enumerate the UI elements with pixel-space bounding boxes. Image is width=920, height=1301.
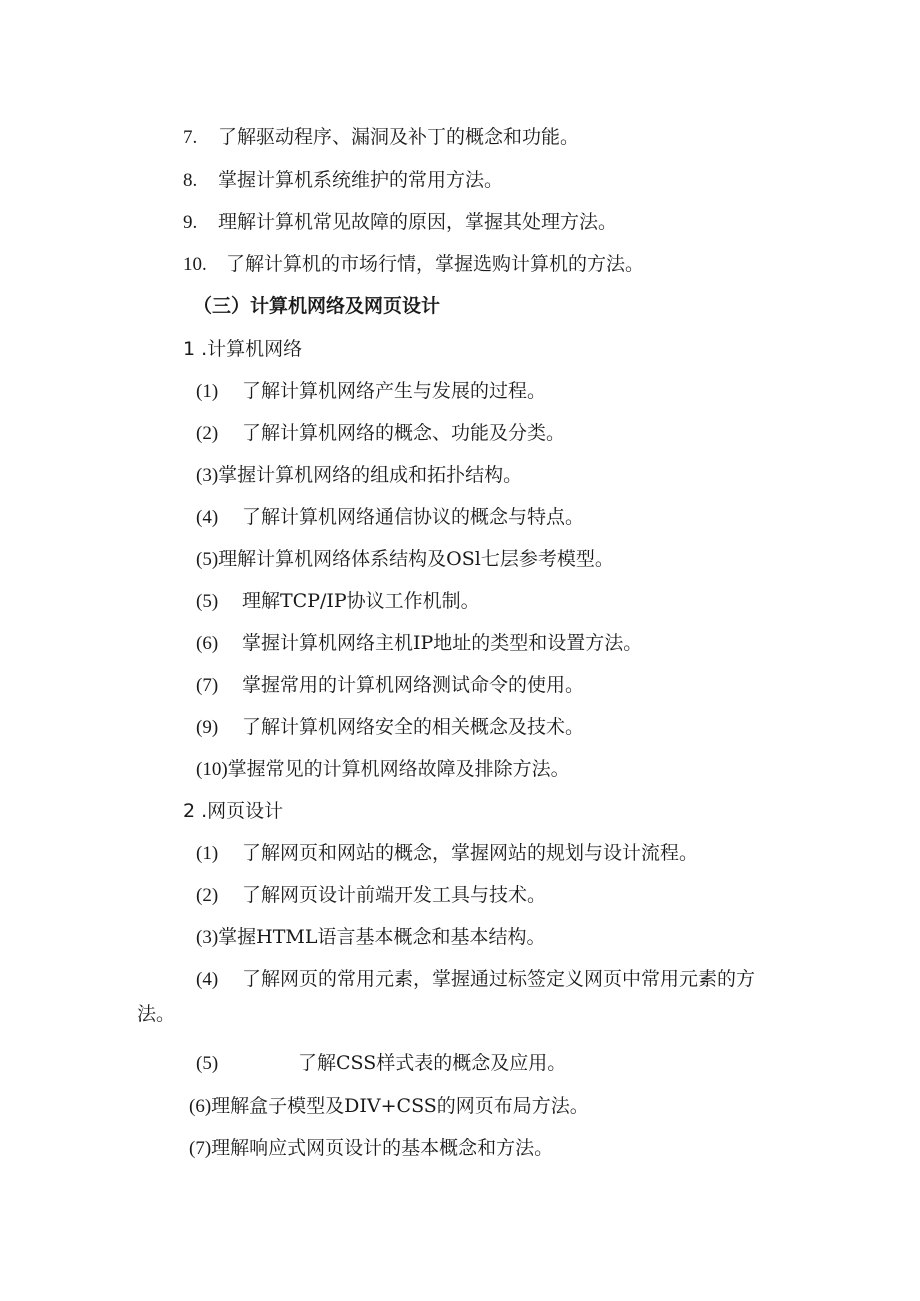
item-text: 理解TCP/IP协议工作机制。 <box>242 590 480 612</box>
list-item <box>183 124 579 151</box>
item-text: 了解计算机网络产生与发展的过程。 <box>242 380 547 402</box>
subsection-title-network: 1 .计算机网络 <box>183 338 303 360</box>
item-number: (10) <box>196 759 228 780</box>
item-number: (5) <box>196 549 219 570</box>
item-text: 了解计算机网络的概念、功能及分类。 <box>242 422 566 444</box>
item-text: 了解驱动程序、漏洞及补丁的概念和功能。 <box>218 126 580 148</box>
item-number: (6) <box>196 633 219 654</box>
list-item <box>196 882 546 909</box>
item-number: (3) <box>196 927 219 948</box>
item-number: (7) <box>196 675 219 696</box>
list-item <box>183 167 503 194</box>
item-text: 理解响应式网页设计的基本概念和方法。 <box>211 1137 554 1159</box>
item-text: 掌握常用的计算机网络测试命令的使用。 <box>242 674 585 696</box>
item-text: 了解网页设计前端开发工具与技术。 <box>242 884 547 906</box>
list-item <box>196 756 570 783</box>
item-number: (1) <box>196 381 219 402</box>
item-text: 掌握计算机网络主机IP地址的类型和设置方法。 <box>242 632 643 654</box>
item-number: (3) <box>196 465 219 486</box>
item-text: 理解盒子模型及DIV+CSS的网页布局方法。 <box>211 1095 589 1117</box>
list-item <box>196 924 545 951</box>
item-text: 理解计算机常见故障的原因，掌握其处理方法。 <box>218 211 618 233</box>
section-heading: （三）计算机网络及网页设计 <box>193 295 441 317</box>
list-item-continuation: 法。 <box>137 1003 176 1025</box>
list-item <box>196 546 614 573</box>
list-item <box>196 672 584 699</box>
item-number: (1) <box>196 843 219 864</box>
item-text: 了解网页和网站的概念，掌握网站的规划与设计流程。 <box>242 842 699 864</box>
list-item <box>196 1050 566 1077</box>
item-number: (4) <box>196 969 219 990</box>
item-number: 10. <box>183 254 207 275</box>
item-number: (4) <box>196 507 219 528</box>
list-item <box>196 462 522 489</box>
item-text: 了解计算机网络通信协议的概念与特点。 <box>242 506 585 528</box>
list-item <box>196 378 546 405</box>
item-number: (5) <box>196 1053 219 1074</box>
list-item <box>189 1135 553 1162</box>
list-item <box>189 1093 589 1120</box>
item-number: (6) <box>189 1096 212 1117</box>
item-text: 掌握计算机系统维护的常用方法。 <box>218 169 504 191</box>
item-text: 了解计算机网络安全的相关概念及技术。 <box>242 716 585 738</box>
list-item <box>196 966 755 993</box>
item-number: (5) <box>196 591 219 612</box>
item-text: 掌握常见的计算机网络故障及排除方法。 <box>227 758 570 780</box>
list-item <box>196 840 698 867</box>
list-item <box>196 714 584 741</box>
item-text: 掌握HTML语言基本概念和基本结构。 <box>218 926 546 948</box>
item-text: 了解网页的常用元素，掌握通过标签定义网页中常用元素的方 <box>242 968 756 990</box>
item-number: (2) <box>196 423 219 444</box>
item-number: (9) <box>196 717 219 738</box>
item-number: 9. <box>183 212 198 233</box>
list-item <box>196 420 565 447</box>
list-item <box>183 209 617 236</box>
item-text: 掌握计算机网络的组成和拓扑结构。 <box>218 464 523 486</box>
item-text: 了解计算机的市场行情，掌握选购计算机的方法。 <box>226 253 645 275</box>
list-item <box>183 251 644 278</box>
list-item <box>196 588 480 615</box>
item-number: (7) <box>189 1138 212 1159</box>
item-number: 8. <box>183 170 198 191</box>
subsection-title-webdesign: 2 .网页设计 <box>183 800 284 822</box>
item-text: 了解CSS样式表的概念及应用。 <box>298 1052 567 1074</box>
item-number: (2) <box>196 885 219 906</box>
item-text: 理解计算机网络体系结构及OSl七层参考模型。 <box>218 548 614 570</box>
list-item <box>196 504 584 531</box>
item-number: 7. <box>183 127 198 148</box>
list-item <box>196 630 642 657</box>
